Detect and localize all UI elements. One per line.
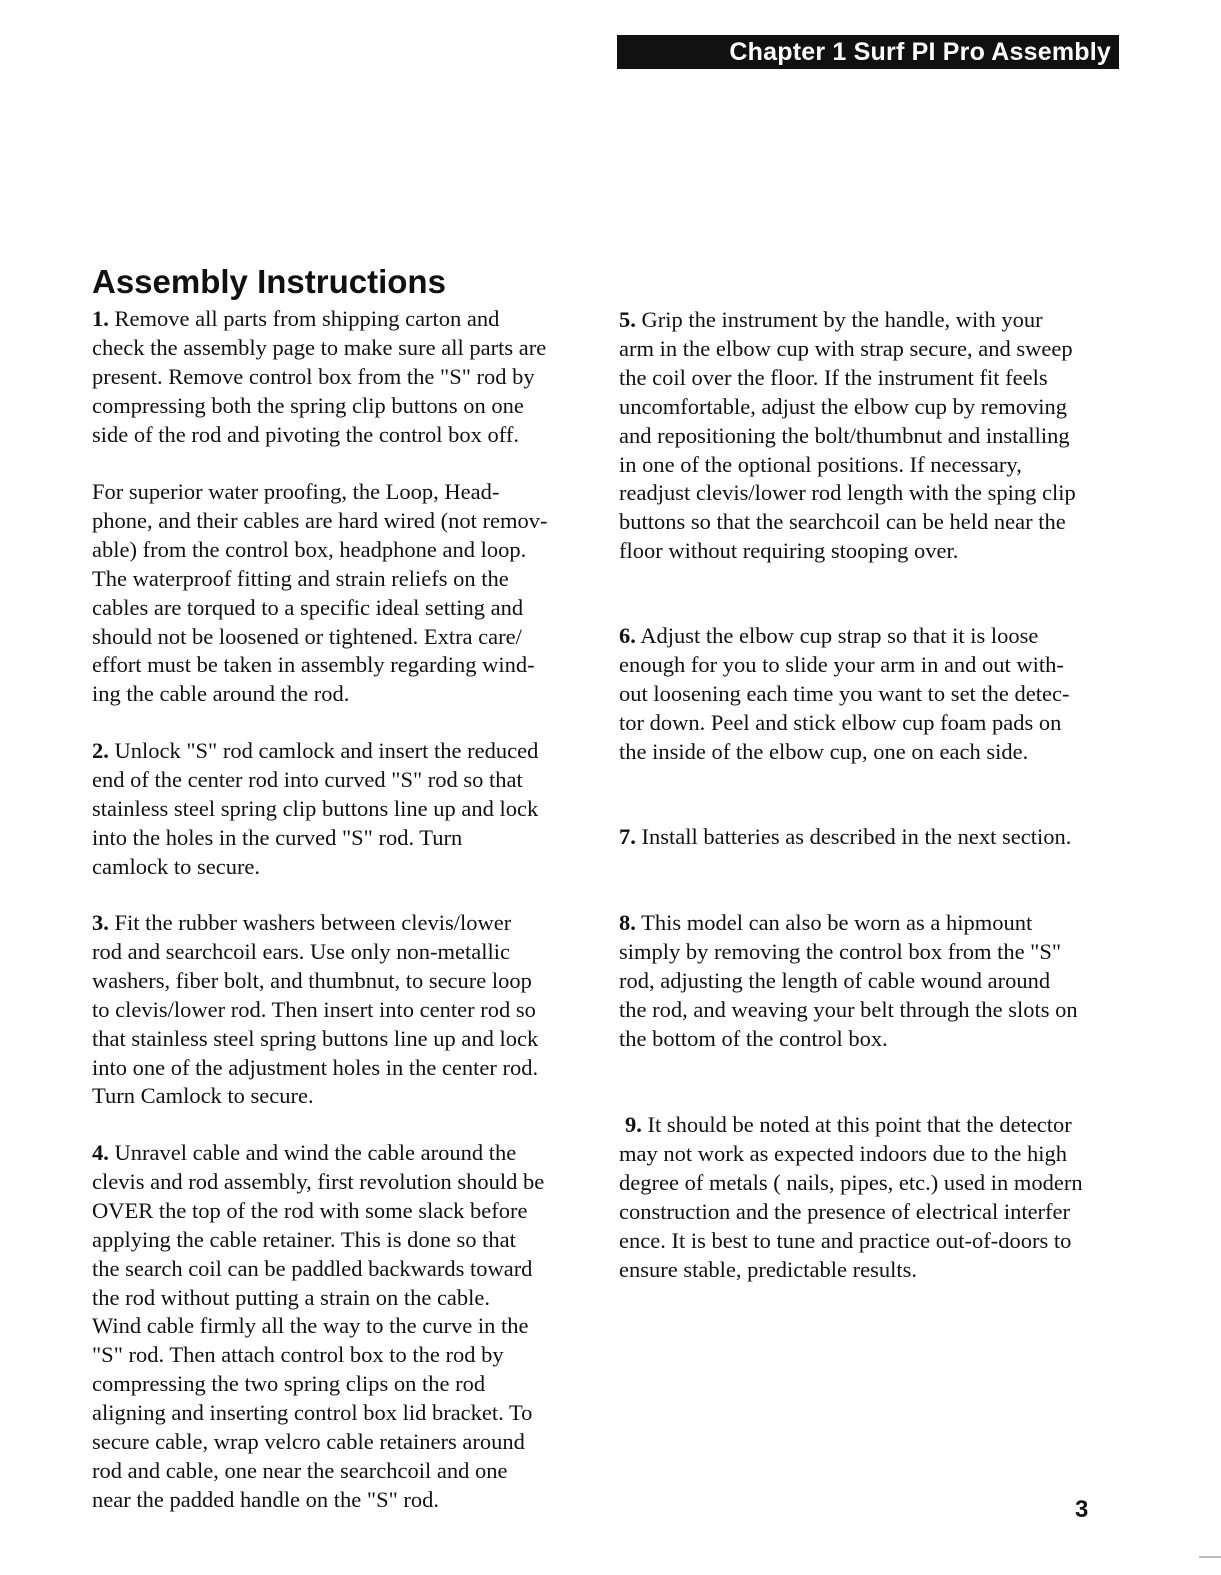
step-number: 6. [619, 623, 636, 648]
text-line: and repositioning the bolt/thumbnut and installing [619, 422, 1070, 448]
text-line: construction and the presence of electrical interfer [619, 1198, 1071, 1224]
text-line: 9. It should be noted at this point that the detector [625, 1112, 1072, 1137]
text-line: the coil over the floor. If the instrument fit feels [619, 364, 1048, 390]
waterproofing-paragraph [92, 478, 547, 709]
step-number: 7. [619, 824, 636, 849]
text-line: to clevis/lower rod. Then insert into center rod so [92, 996, 536, 1022]
step-9-paragraph [619, 1111, 1083, 1284]
section-title: Assembly Instructions [92, 263, 446, 300]
text-line: floor without requiring stooping over. [619, 538, 959, 564]
text-line: arm in the elbow cup with strap secure, and sweep [619, 335, 1073, 361]
chapter-header-banner: Chapter 1 Surf PI Pro Assembly [617, 35, 1119, 69]
text-line: Wind cable firmly all the way to the curve in the [92, 1313, 529, 1339]
text-line: end of the center rod into curved "S" rod so that [92, 766, 523, 792]
text-line: the inside of the elbow cup, one on each side. [619, 738, 1029, 764]
step-number: 5. [619, 307, 636, 332]
text-line: washers, fiber bolt, and thumbnut, to secure loop [92, 967, 532, 993]
step-number: 4. [92, 1140, 109, 1165]
step-number: 1. [92, 306, 109, 331]
text-line: OVER the top of the rod with some slack before [92, 1197, 528, 1223]
step-5-paragraph [619, 306, 1076, 566]
text-line: cables are torqued to a specific ideal setting and [92, 594, 524, 620]
step-number: 8. [619, 910, 636, 935]
text-line: in one of the optional positions. If necessary, [619, 451, 1022, 477]
text-line: ensure stable, predictable results. [619, 1256, 918, 1282]
text-line: the search coil can be paddled backwards toward [92, 1255, 533, 1281]
text-line: the rod, and weaving your belt through the slots on [619, 996, 1078, 1022]
text-line: 6. Adjust the elbow cup strap so that it is loose [619, 623, 1039, 648]
text-line: stainless steel spring clip buttons line up and lock [92, 795, 539, 821]
text-line: present. Remove control box from the "S" rod by [92, 363, 535, 389]
step-1-paragraph [92, 305, 546, 450]
text-line: The waterproof fitting and strain reliefs on the [92, 565, 509, 591]
text-line: compressing the two spring clips on the rod [92, 1371, 486, 1397]
text-line: check the assembly page to make sure all parts are [92, 334, 547, 360]
text-line: phone, and their cables are hard wired (not remov- [92, 507, 548, 533]
text-line: 1. Remove all parts from shipping carton and [92, 306, 500, 331]
text-line: applying the cable retainer. This is done so that [92, 1226, 516, 1252]
step-number: 9. [625, 1112, 642, 1137]
text-line: buttons so that the searchcoil can be held near the [619, 509, 1066, 535]
text-line: ence. It is best to tune and practice out-of-doors to [619, 1227, 1072, 1253]
text-line: "S" rod. Then attach control box to the rod by [92, 1342, 504, 1368]
text-line: For superior water proofing, the Loop, Head- [92, 479, 500, 504]
text-line: rod and cable, one near the searchcoil and one [92, 1457, 508, 1483]
text-line: enough for you to slide your arm in and out with- [619, 651, 1064, 677]
text-line: clevis and rod assembly, first revolution should be [92, 1168, 545, 1194]
text-line: readjust clevis/lower rod length with the sping clip [619, 480, 1076, 506]
step-2-paragraph [92, 737, 538, 882]
text-line: into the holes in the curved "S" rod. Turn [92, 824, 463, 850]
text-line: 7. Install batteries as described in the next section. [619, 824, 1072, 849]
text-line: the bottom of the control box. [619, 1025, 888, 1051]
text-line: rod, adjusting the length of cable wound around [619, 967, 1051, 993]
step-4-paragraph [92, 1139, 544, 1515]
text-line: tor down. Peel and stick elbow cup foam pads on [619, 709, 1062, 735]
step-7-paragraph [619, 823, 1071, 852]
text-line: 8. This model can also be worn as a hipmount [619, 910, 1033, 935]
text-line: compressing both the spring clip buttons on one [92, 392, 524, 418]
text-line: camlock to secure. [92, 853, 261, 879]
scan-edge-mark [1199, 1556, 1221, 1558]
text-line: may not work as expected indoors due to the high [619, 1140, 1068, 1166]
text-line: should not be loosened or tightened. Extra care/ [92, 623, 522, 649]
text-line: 3. Fit the rubber washers between clevis/lower [92, 910, 512, 935]
text-line: side of the rod and pivoting the control box off. [92, 421, 520, 447]
step-8-paragraph [619, 909, 1078, 1054]
step-3-paragraph [92, 909, 538, 1111]
text-line: that stainless steel spring buttons line up and lock [92, 1025, 539, 1051]
text-line: rod and searchcoil ears. Use only non-metallic [92, 938, 510, 964]
step-number: 2. [92, 738, 109, 763]
text-line: Turn Camlock to secure. [92, 1083, 314, 1109]
page-number: 3 [1075, 1496, 1089, 1523]
text-line: out loosening each time you want to set the detec- [619, 680, 1070, 706]
step-number: 3. [92, 910, 109, 935]
text-line: 5. Grip the instrument by the handle, with your [619, 307, 1043, 332]
text-line: degree of metals ( nails, pipes, etc.) used in modern [619, 1169, 1083, 1195]
text-line: uncomfortable, adjust the elbow cup by removing [619, 393, 1068, 419]
text-line: 2. Unlock "S" rod camlock and insert the reduced [92, 738, 539, 763]
text-line: effort must be taken in assembly regarding wind- [92, 652, 535, 678]
text-line: ing the cable around the rod. [92, 681, 350, 707]
text-line: 4. Unravel cable and wind the cable around the [92, 1140, 517, 1165]
step-6-paragraph [619, 622, 1070, 767]
text-line: into one of the adjustment holes in the center rod. [92, 1054, 539, 1080]
text-line: simply by removing the control box from the "S" [619, 938, 1062, 964]
text-line: able) from the control box, headphone and loop. [92, 536, 527, 562]
text-line: aligning and inserting control box lid bracket. To [92, 1400, 533, 1426]
text-line: secure cable, wrap velcro cable retainers around [92, 1429, 525, 1455]
text-line: the rod without putting a strain on the cable. [92, 1284, 491, 1310]
text-line: near the padded handle on the "S" rod. [92, 1486, 440, 1512]
